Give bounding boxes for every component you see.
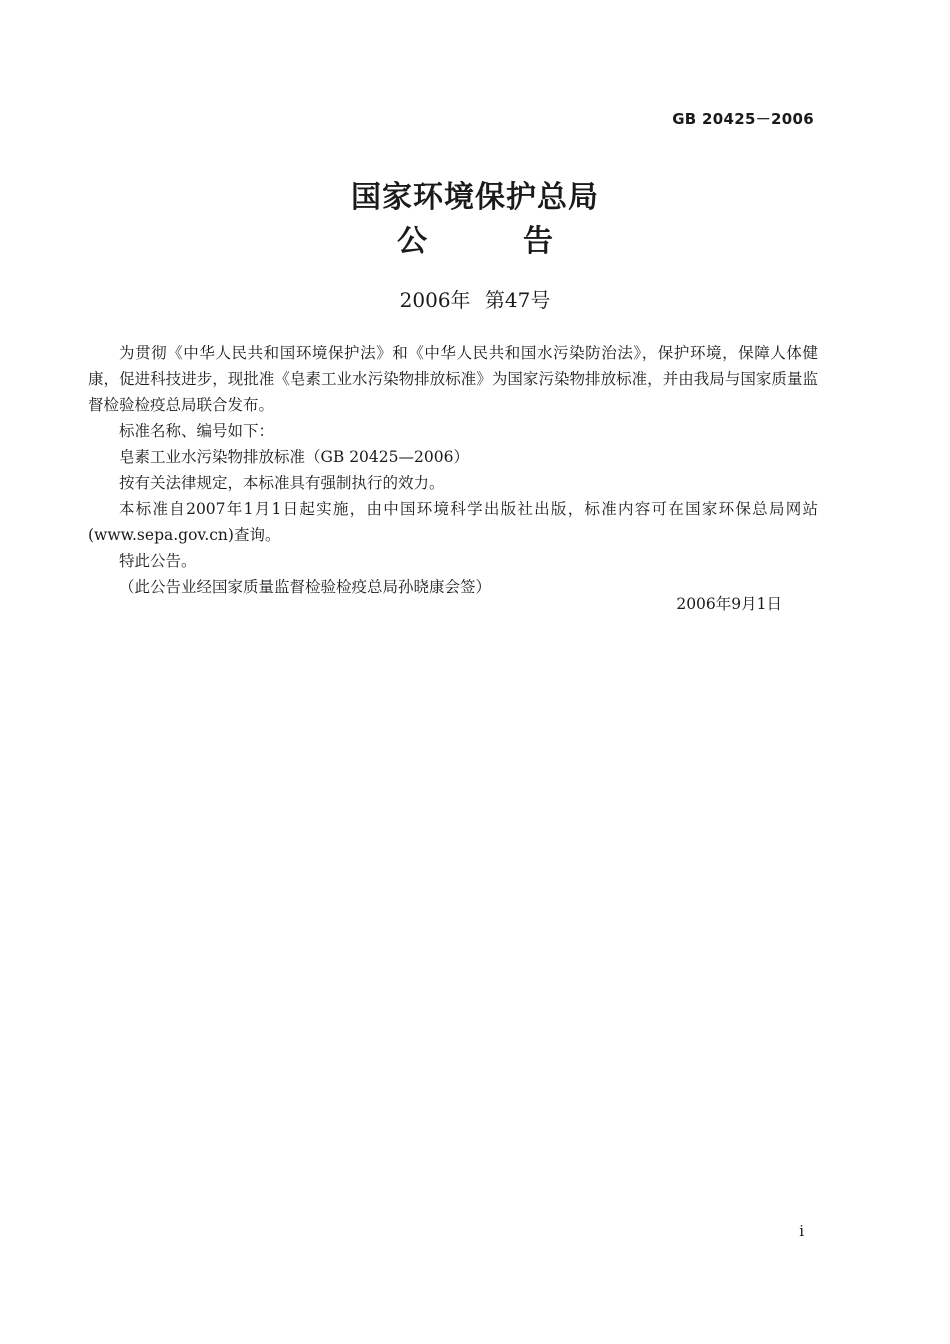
paragraph-countersign-note: （此公告业经国家质量监督检验检疫总局孙晓康会签） xyxy=(119,578,492,596)
paragraph-standard-name: 皂素工业水污染物排放标准（GB 20425—2006） xyxy=(119,448,469,466)
issue-number: 2006年 第47号 xyxy=(399,288,551,312)
page-number: i xyxy=(799,1222,804,1240)
paragraph-legal-effect: 按有关法律规定，本标准具有强制执行的效力。 xyxy=(119,474,445,492)
standard-code: GB 20425－2006 xyxy=(672,110,814,128)
paragraph-effective-date: 本标准自2007年1月1日起实施，由中国环境科学出版社出版，标准内容可在国家环保总局网站(www.sepa.gov.cn)查询。 xyxy=(88,500,818,544)
issue-date: 2006年9月1日 xyxy=(676,595,782,613)
document-type-title: 公告 xyxy=(397,224,649,259)
paragraph-closing: 特此公告。 xyxy=(119,552,197,570)
agency-title: 国家环境保护总局 xyxy=(351,180,599,215)
announcement-body xyxy=(88,340,818,600)
paragraph-purpose: 为贯彻《中华人民共和国环境保护法》和《中华人民共和国水污染防治法》，保护环境，保障人体健康，促进科技进步，现批准《皂素工业水污染物排放标准》为国家污染物排放标准，并由我局与国家质量监督检验检疫总局联合发布。 xyxy=(88,344,818,414)
paragraph-standard-list-intro: 标准名称、编号如下： xyxy=(119,422,275,440)
